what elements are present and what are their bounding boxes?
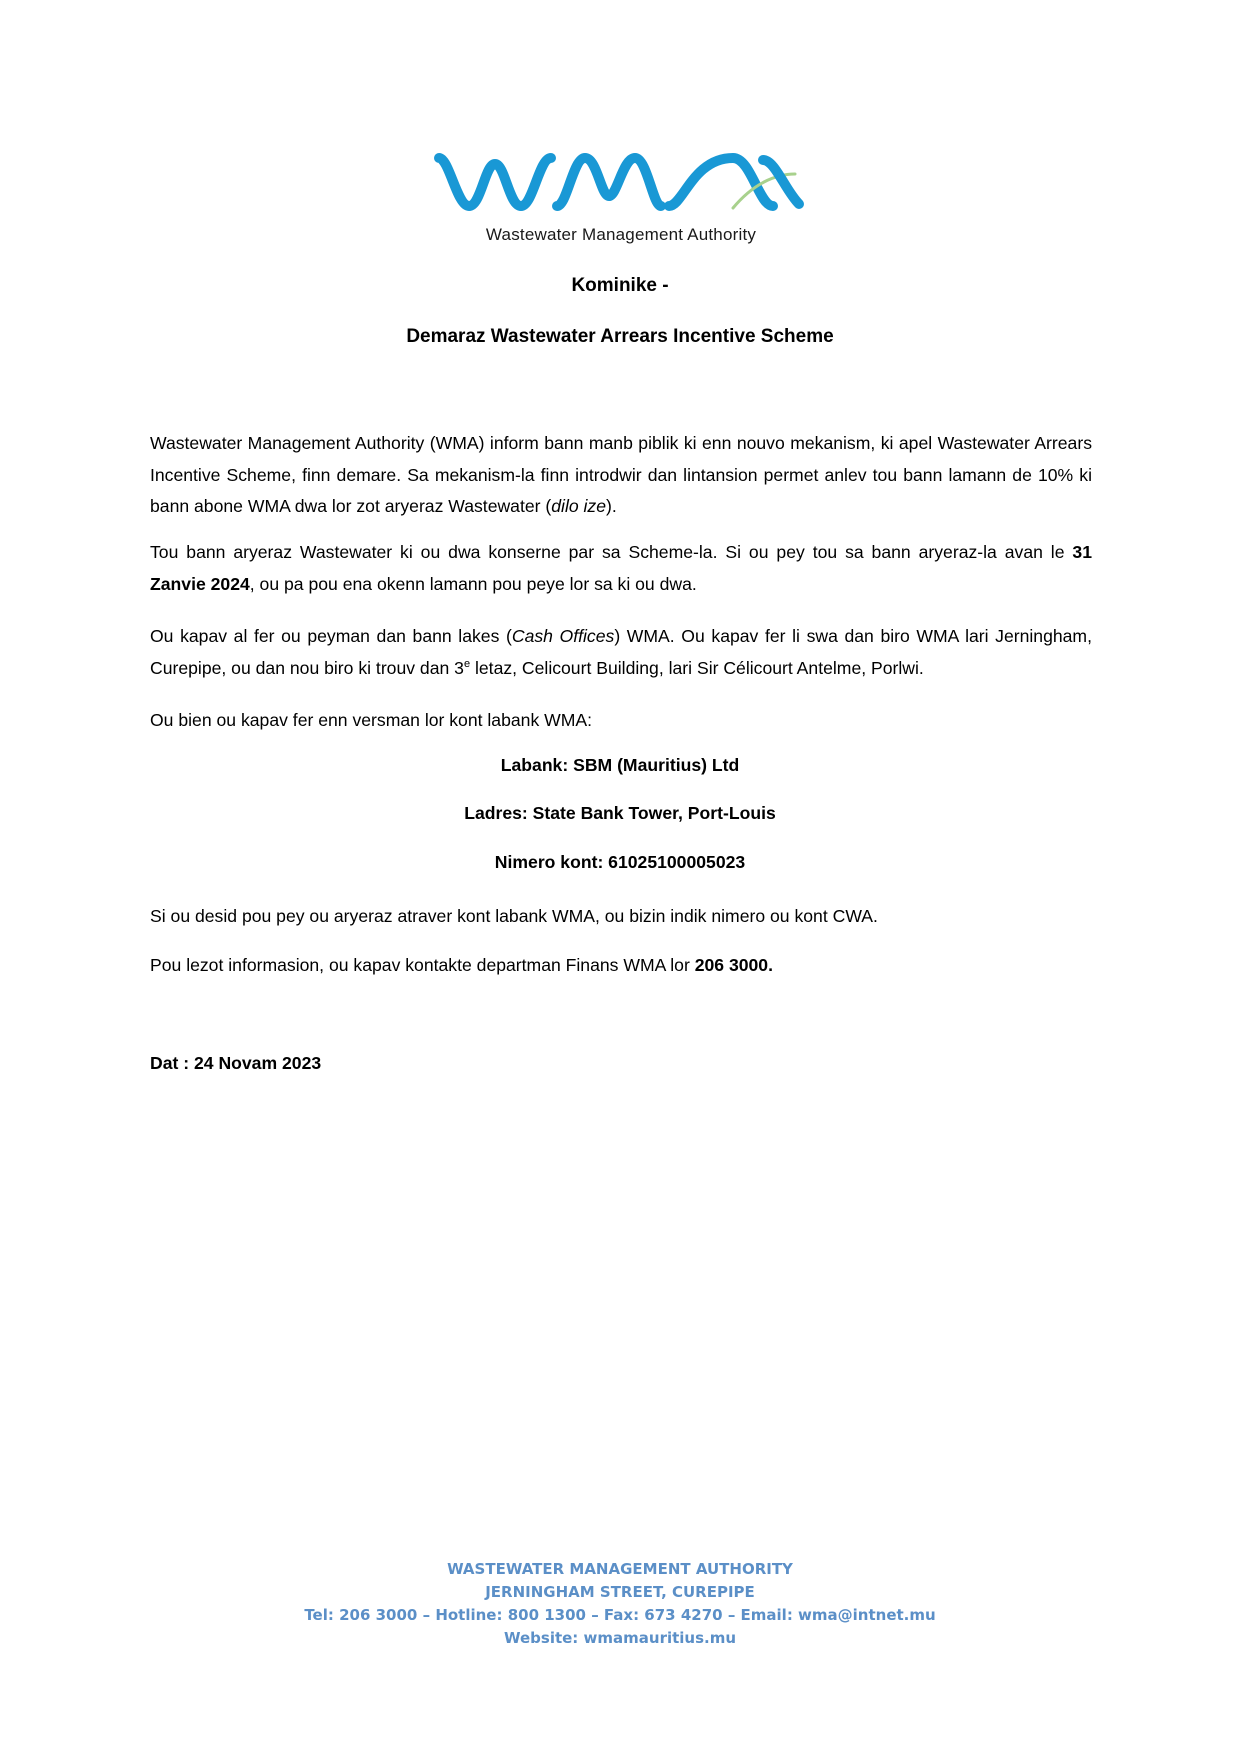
document-date: Dat : 24 Novam 2023 bbox=[150, 1053, 322, 1073]
footer-website: Website: wmamauritius.mu bbox=[503, 1629, 737, 1647]
wma-logo bbox=[433, 150, 809, 250]
paragraph-cash-offices: Ou kapav al fer ou peyman dan bann lakes (Cash Offices) WMA. Ou kapav fer li swa dan biro WMA lari Jerningham, Curepipe, ou dan nou biro ki trouv dan 3e letaz, Celicourt Building, lari Sir Célicourt Antelme, Porlwi. bbox=[150, 626, 1092, 678]
paragraph-bank-intro: Ou bien ou kapav fer enn versman lor kont labank WMA: bbox=[150, 710, 593, 730]
bank-address: Ladres: State Bank Tower, Port-Louis bbox=[464, 803, 776, 823]
paragraph-contact: Pou lezot informasion, ou kapav kontakte departman Finans WMA lor 206 3000. bbox=[150, 955, 773, 975]
heading-title: Demaraz Wastewater Arrears Incentive Scheme bbox=[406, 326, 834, 347]
bank-name: Labank: SBM (Mauritius) Ltd bbox=[500, 755, 740, 775]
heading-kominike: Kominike - bbox=[571, 275, 669, 296]
paragraph-intro: Wastewater Management Authority (WMA) inform bann manb piblik ki enn nouvo mekanism, ki apel Wastewater Arrears Incentive Scheme, finn demare. Sa mekanism-la finn introdwir dan lintansion permet anlev tou bann lamann de 10% ki bann abone WMA dwa lor zot aryeraz Wastewater (dilo ize). bbox=[150, 433, 1092, 516]
footer-org-name: WASTEWATER MANAGEMENT AUTHORITY bbox=[447, 1560, 793, 1578]
footer-contacts: Tel: 206 3000 – Hotline: 800 1300 – Fax: 673 4270 – Email: wma@intnet.mu bbox=[304, 1606, 936, 1624]
footer-address: JERNINGHAM STREET, CUREPIPE bbox=[485, 1583, 755, 1601]
paragraph-deadline: Tou bann aryeraz Wastewater ki ou dwa konserne par sa Scheme-la. Si ou pey tou sa bann aryeraz-la avan le 31 Zanvie 2024, ou pa pou ena okenn lamann pou peye lor sa ki ou dwa. bbox=[150, 542, 1092, 594]
wma-logo-mark bbox=[433, 150, 809, 218]
paragraph-account-note: Si ou desid pou pey ou aryeraz atraver kont labank WMA, ou bizin indik nimero ou kont CWA. bbox=[150, 906, 878, 926]
logo-subtitle: Wastewater Management Authority bbox=[485, 225, 757, 244]
bank-account-number: Nimero kont: 61025100005023 bbox=[494, 852, 746, 872]
